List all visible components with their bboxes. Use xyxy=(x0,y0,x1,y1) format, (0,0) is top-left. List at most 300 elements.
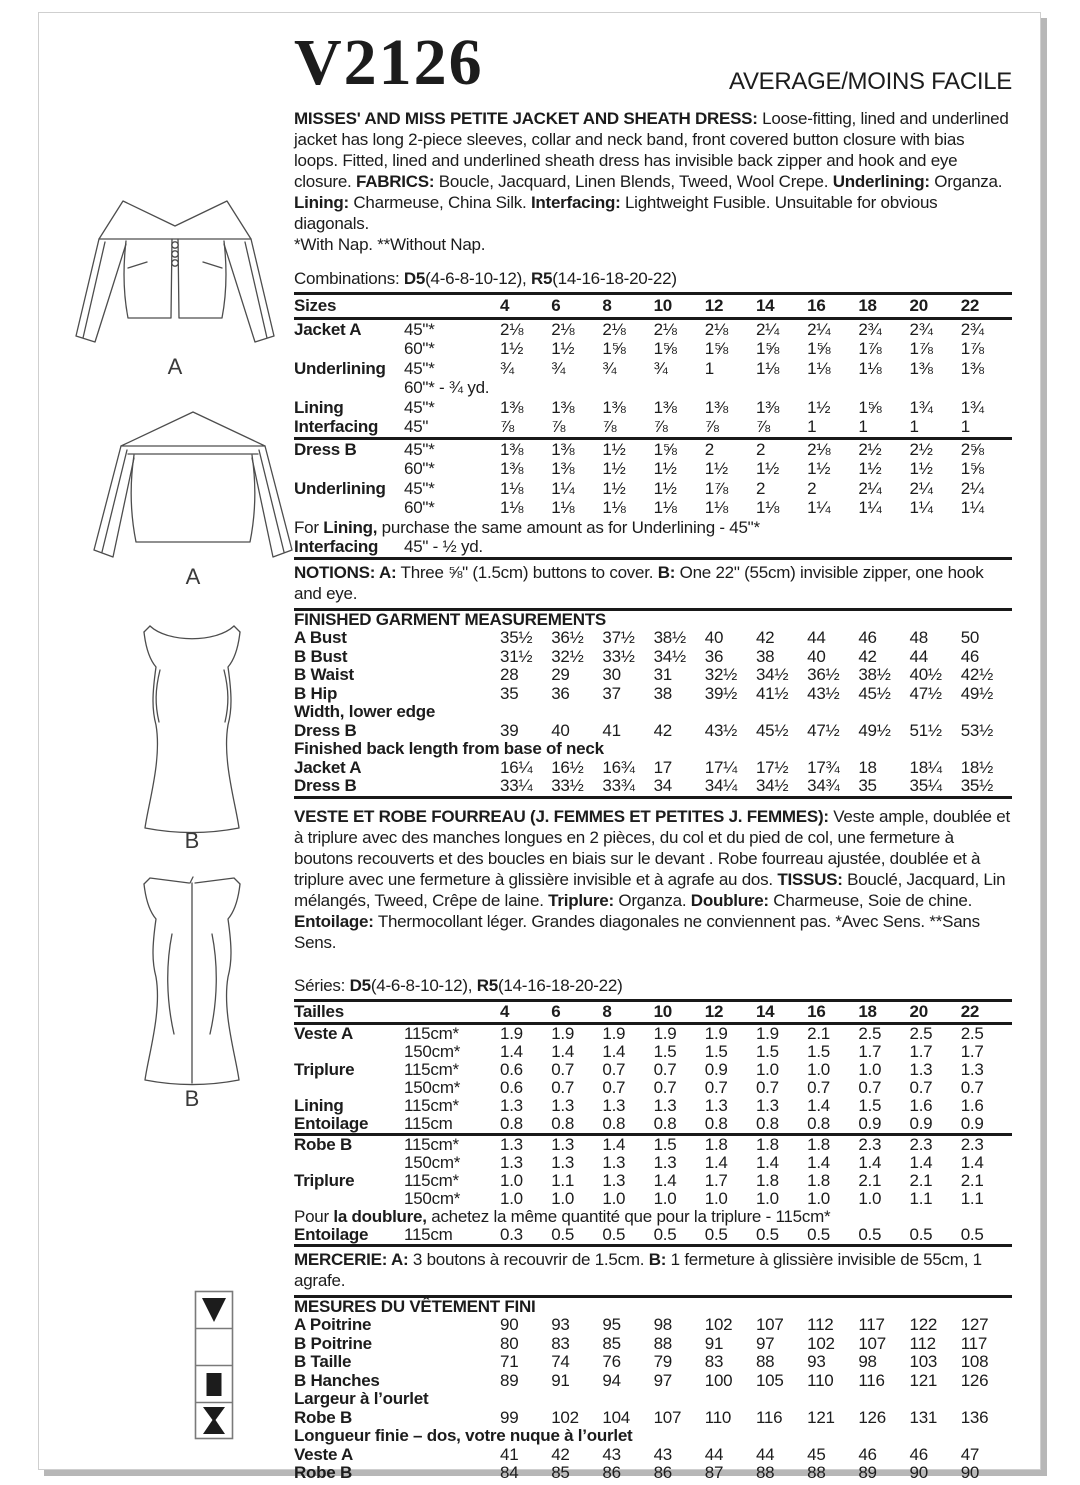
table-cell: 1.7 xyxy=(704,1170,728,1190)
table-cell: 108 xyxy=(960,1352,989,1371)
yardage-table-imperial xyxy=(294,292,1012,560)
table-cell: 1½ xyxy=(602,478,626,498)
table-cell: 1½ xyxy=(653,478,677,498)
table-cell: 2.3 xyxy=(960,1134,984,1154)
table-cell: 49½ xyxy=(960,683,994,703)
row-label: Entoilage xyxy=(294,1113,369,1133)
table-cell: 84 xyxy=(500,1463,519,1482)
table-row-data xyxy=(294,1446,1012,1465)
table-cell: 47½ xyxy=(807,720,840,740)
table-cell: 93 xyxy=(807,1352,826,1371)
table-cell: 1.7 xyxy=(909,1041,933,1061)
dress-outline xyxy=(144,632,240,833)
pattern-number: V2126 xyxy=(294,26,484,99)
table-cell: 33¾ xyxy=(602,776,635,795)
table-cell: 1⅛ xyxy=(755,498,780,517)
table-cell: 1⅜ xyxy=(500,439,524,459)
table-cell: 0.7 xyxy=(704,1077,728,1097)
row-label: Interfacing xyxy=(294,417,379,436)
row-label: Veste A xyxy=(294,1023,354,1043)
table-cell: 46 xyxy=(960,646,980,666)
table-cell: 1.4 xyxy=(807,1152,831,1172)
table-cell: 16¼ xyxy=(500,757,533,777)
table-cell: 87 xyxy=(704,1463,724,1482)
table-cell: 38 xyxy=(653,683,672,703)
row-label: Triplure xyxy=(294,1059,355,1079)
row-label xyxy=(294,1079,404,1097)
table-cell: 2⅛ xyxy=(807,439,831,459)
table-cell: 117 xyxy=(858,1315,885,1334)
jacket-sleeves xyxy=(76,239,274,342)
table-row-header xyxy=(294,292,1012,320)
table-cell: 1⅜ xyxy=(653,397,677,417)
table-cell: 1⅛ xyxy=(755,358,780,378)
table-subheading: Width, lower edge xyxy=(294,702,436,721)
dress-neckline xyxy=(144,626,240,639)
table-cell: 1 xyxy=(858,417,868,436)
table-cell: 34½ xyxy=(755,776,789,795)
table-cell: 89 xyxy=(858,1463,877,1482)
table-cell: 107 xyxy=(858,1333,886,1353)
row-label xyxy=(294,498,404,518)
table-cell: 43 xyxy=(602,1444,621,1464)
table-cell: 0.9 xyxy=(960,1113,984,1133)
table-cell: 1.1 xyxy=(909,1188,933,1208)
text-run: Bouclé, Jacquard, Lin mélangés, Tweed, Crêpe de laine. xyxy=(294,869,1006,910)
table-cell: 2¾ xyxy=(858,319,882,339)
table-cell: 0.3 xyxy=(500,1224,523,1244)
table-cell: 1½ xyxy=(551,339,575,358)
mercerie-line xyxy=(294,1247,1012,1298)
table-cell: 0.5 xyxy=(960,1224,984,1244)
table-cell: 1⅝ xyxy=(653,439,677,459)
table-cell: 17 xyxy=(653,757,672,777)
table-cell: 33½ xyxy=(602,646,635,666)
table-cell: 1⅝ xyxy=(704,339,728,358)
table-cell: 50 xyxy=(960,628,980,647)
table-cell: 18 xyxy=(858,296,877,315)
table-cell: 1.8 xyxy=(755,1134,779,1154)
table-cell: 1.3 xyxy=(960,1059,984,1079)
table-cell: 85 xyxy=(602,1333,621,1353)
row-label xyxy=(294,1043,404,1061)
table-cell: 1.4 xyxy=(653,1170,677,1190)
row-label: B Hanches xyxy=(294,1370,380,1390)
table-cell: 0.9 xyxy=(858,1113,882,1133)
text-run: Interfacing: xyxy=(530,193,621,212)
table-cell: 102 xyxy=(551,1407,579,1427)
table-cell: 1⅝ xyxy=(858,397,882,417)
table-row-data xyxy=(294,498,1012,518)
description-english xyxy=(294,108,1012,234)
fabric-width: 150cm* xyxy=(404,1188,461,1208)
table-row-data xyxy=(294,1316,1012,1335)
table-cell: 1½ xyxy=(500,339,524,358)
triangle-down-icon xyxy=(202,1298,226,1322)
dress-back-view-b-illustration xyxy=(116,864,268,1110)
table-cell: 1½ xyxy=(807,459,831,478)
table-cell: ¾ xyxy=(602,358,617,378)
text-run: (4-6-8-10-12), xyxy=(425,269,531,288)
table-cell: 0.8 xyxy=(807,1113,831,1133)
table-cell: 31 xyxy=(653,665,672,684)
text-run: achetez la même quantité que pour la triplure - 115cm* xyxy=(426,1206,831,1226)
table-cell: 2¾ xyxy=(960,319,984,339)
table-cell: 1.4 xyxy=(500,1041,523,1061)
table-cell: 35 xyxy=(858,776,877,795)
table-cell: 1½ xyxy=(807,397,831,417)
jacket-back-sleeves xyxy=(94,446,292,557)
table-cell: 34¾ xyxy=(807,776,840,795)
table-subheading: Longueur finie – dos, votre nuque à l’ourlet xyxy=(294,1426,633,1445)
difficulty-rating: AVERAGE/MOINS FACILE xyxy=(729,68,1012,95)
table-cell: 1.3 xyxy=(755,1095,779,1115)
table-cell: 85 xyxy=(551,1463,570,1482)
table-cell: 1⅛ xyxy=(653,498,677,517)
row-label: A Bust xyxy=(294,628,347,647)
table-cell: 71 xyxy=(500,1352,519,1371)
fabric-width: 45" xyxy=(404,417,429,436)
text-run: R5 xyxy=(530,269,553,288)
text-run: Lining: xyxy=(294,193,349,212)
text-run: MERCERIE: A: xyxy=(294,1249,409,1269)
table-cell: 76 xyxy=(602,1352,621,1371)
table-row-data xyxy=(294,359,1012,379)
table-cell: 36½ xyxy=(551,628,584,647)
table-cell: 1.3 xyxy=(704,1095,728,1115)
row-label: Tailles xyxy=(294,1001,344,1021)
table-cell: 49½ xyxy=(858,720,891,740)
table-cell: ⅞ xyxy=(500,417,514,436)
table-cell: 88 xyxy=(653,1333,672,1353)
table-cell: 121 xyxy=(909,1370,938,1390)
table-cell: 0.5 xyxy=(755,1224,779,1244)
table-cell: 112 xyxy=(909,1333,936,1353)
table-cell: 105 xyxy=(755,1370,784,1390)
table-cell: 14 xyxy=(755,296,775,315)
table-cell: 40½ xyxy=(909,665,942,684)
table-cell: 1¼ xyxy=(807,498,831,517)
table-cell: 1.3 xyxy=(909,1059,933,1079)
table-cell: 1.1 xyxy=(551,1170,575,1190)
text-run: (14-16-18-20-22) xyxy=(497,975,623,995)
view-label: B xyxy=(184,828,200,853)
table-cell: 1⅝ xyxy=(807,339,831,358)
table-cell: 0.5 xyxy=(858,1224,882,1244)
table-cell: 99 xyxy=(500,1407,519,1427)
table-cell: 1.4 xyxy=(960,1152,984,1172)
table-cell: 0.7 xyxy=(551,1077,575,1097)
table-cell: 35½ xyxy=(500,628,533,647)
table-row-data xyxy=(294,629,1012,648)
table-cell: 1 xyxy=(960,417,970,436)
table-cell: 31½ xyxy=(500,646,533,666)
table-note xyxy=(294,518,1012,538)
table-cell: 1 xyxy=(909,417,919,436)
text-run: TISSUS: xyxy=(777,869,843,889)
table-cell: 126 xyxy=(960,1370,989,1390)
table-row-subhead xyxy=(294,1390,1012,1409)
table-cell: 42 xyxy=(755,628,775,647)
table-row-header xyxy=(294,999,1012,1025)
table-cell: 121 xyxy=(807,1407,835,1427)
table-cell: 53½ xyxy=(960,720,994,740)
table-cell: 1 xyxy=(704,358,714,378)
table-cell: 1½ xyxy=(704,459,728,478)
table-row-data xyxy=(294,1115,1012,1133)
table-row-runs xyxy=(294,1208,1012,1226)
table-row-subhead xyxy=(294,1427,1012,1446)
jacket-back-view-a-illustration xyxy=(88,402,298,590)
table-cell: 18½ xyxy=(960,757,994,777)
table-cell: 1.0 xyxy=(551,1188,575,1208)
table-cell: 32½ xyxy=(551,646,584,666)
table-cell: 1.4 xyxy=(755,1152,779,1172)
table-cell: 1.0 xyxy=(653,1188,677,1208)
table-cell: 74 xyxy=(551,1352,570,1371)
row-label: Underlining xyxy=(294,358,386,378)
table-cell: 127 xyxy=(960,1315,989,1334)
body-type-symbols xyxy=(194,1290,234,1440)
row-label xyxy=(294,378,404,398)
table-cell: 2⅛ xyxy=(653,319,677,339)
table-cell: 91 xyxy=(551,1370,570,1390)
table-cell: 95 xyxy=(602,1315,621,1334)
table-cell: 110 xyxy=(807,1370,834,1390)
fabric-width: 115cm xyxy=(404,1224,453,1244)
table-cell: 90 xyxy=(960,1463,980,1482)
fabric-width: 60"* xyxy=(404,498,435,517)
table-row-data xyxy=(294,417,1012,437)
table-cell: 51½ xyxy=(909,720,942,740)
row-label: Robe B xyxy=(294,1407,352,1427)
table-cell: 131 xyxy=(909,1407,938,1427)
table-cell: 47½ xyxy=(909,683,942,703)
table-cell: 2¼ xyxy=(858,478,882,498)
table-cell: 1.7 xyxy=(960,1041,984,1061)
fabric-width: 150cm* xyxy=(404,1152,461,1172)
row-label: B Waist xyxy=(294,665,354,684)
row-label: Sizes xyxy=(294,296,337,315)
table-cell: 0.7 xyxy=(653,1059,677,1079)
text-run: Lightweight Fusible. Unsuitable for obvious diagonals. xyxy=(294,193,938,233)
fabric-width: 115cm* xyxy=(404,1170,459,1190)
table-cell: 32½ xyxy=(704,665,738,684)
row-label: Robe B xyxy=(294,1134,352,1154)
table-cell: 1⅛ xyxy=(602,498,626,517)
table-cell: 1⅛ xyxy=(704,498,728,517)
table-row-data xyxy=(294,1335,1012,1354)
jacket-back-collar xyxy=(121,412,265,454)
table-cell: ⅞ xyxy=(653,417,668,436)
table-row-data xyxy=(294,1353,1012,1372)
table-row-data xyxy=(294,440,1012,460)
table-row-data xyxy=(294,1061,1012,1079)
table-cell: 28 xyxy=(500,665,519,684)
table-cell: 1.4 xyxy=(807,1095,831,1115)
text-run: Doublure: xyxy=(690,890,769,910)
table-cell: 44 xyxy=(807,628,826,647)
row-label: Triplure xyxy=(294,1170,355,1190)
table-cell: 1.3 xyxy=(602,1152,626,1172)
table-cell: 1.3 xyxy=(500,1134,523,1154)
table-cell: 0.8 xyxy=(755,1113,779,1133)
text-run: Boucle, Jacquard, Linen Blends, Tweed, Wool Crepe. xyxy=(434,172,833,191)
row-label xyxy=(294,339,404,359)
table-cell: 1.4 xyxy=(551,1041,575,1061)
text-run: Loose-fitting, lined and underlined jacket has long 2-piece sleeves, collar and neck band, front covered button closure with bias loops. Fitted, lined and underlined sheath dress has invisible back zipper and hook and eye closure. xyxy=(294,109,1009,191)
table-cell: 2.1 xyxy=(960,1170,984,1190)
table-cell: 107 xyxy=(755,1315,784,1334)
table-cell: 35¼ xyxy=(909,776,942,795)
view-label: B xyxy=(184,1086,200,1111)
table-cell: 1.8 xyxy=(807,1134,831,1154)
table-cell: 88 xyxy=(755,1352,775,1371)
table-cell: 1.0 xyxy=(807,1059,831,1079)
table-cell: 90 xyxy=(909,1463,928,1482)
table-cell: 0.7 xyxy=(858,1077,882,1097)
table-cell: 1⅛ xyxy=(500,478,524,498)
table-cell: 10 xyxy=(653,296,672,315)
table-cell: 0.5 xyxy=(807,1224,831,1244)
table-cell: 1.5 xyxy=(704,1041,728,1061)
text-run: Entoilage: xyxy=(294,911,374,931)
table-cell: 0.7 xyxy=(602,1059,626,1079)
table-cell: 136 xyxy=(960,1407,989,1427)
table-cell: 2½ xyxy=(909,439,933,459)
table-cell: 14 xyxy=(755,1001,775,1021)
table-cell: 1.3 xyxy=(653,1152,677,1172)
table-cell: 2 xyxy=(807,478,817,498)
table-cell: 44 xyxy=(704,1444,724,1464)
table-cell: 1.3 xyxy=(602,1095,626,1115)
table-row-data xyxy=(294,666,1012,685)
table-cell: 36 xyxy=(551,683,570,703)
text-run: For xyxy=(294,517,324,537)
table-cell: 1.5 xyxy=(858,1095,882,1115)
table-cell: 1⅜ xyxy=(551,439,575,459)
text-run: NOTIONS: A: xyxy=(294,562,397,582)
table-cell: 1½ xyxy=(909,459,933,478)
table-cell: 45½ xyxy=(755,720,789,740)
text-run: Three ⅝" (1.5cm) buttons to cover. xyxy=(396,562,658,582)
text-run: R5 xyxy=(476,975,498,995)
table-cell: 34¼ xyxy=(704,776,738,795)
table-cell: 16¾ xyxy=(602,757,635,777)
table-cell: 1.9 xyxy=(551,1023,575,1043)
table-cell: 1.9 xyxy=(500,1023,523,1043)
fabric-width: 45"* xyxy=(404,478,435,498)
fabric-width xyxy=(404,1003,500,1021)
table-cell: 35 xyxy=(500,683,519,703)
table-cell: 1.4 xyxy=(909,1152,933,1172)
table-cell: 1¼ xyxy=(960,498,984,517)
table-cell: 80 xyxy=(500,1333,519,1353)
table-cell: 1⅞ xyxy=(960,339,984,358)
table-cell: 34½ xyxy=(755,665,789,684)
button xyxy=(172,260,178,266)
table-subheading: Largeur à l’ourlet xyxy=(294,1389,429,1408)
table-row-data xyxy=(294,1136,1012,1154)
text-run: Pour xyxy=(294,1206,334,1226)
table-cell: ⅞ xyxy=(704,417,719,436)
table-cell: 0.6 xyxy=(500,1077,523,1097)
table-cell: 2.5 xyxy=(858,1023,882,1043)
table-cell: 44 xyxy=(909,646,928,666)
table-cell: 1½ xyxy=(858,459,882,478)
table-cell: 1½ xyxy=(602,439,626,459)
table-row-data xyxy=(294,1372,1012,1391)
table-cell: 17½ xyxy=(755,757,789,777)
table-cell: 38 xyxy=(755,646,775,666)
table-cell: 40 xyxy=(551,720,570,740)
button xyxy=(172,242,178,248)
table-cell: 20 xyxy=(909,296,928,315)
table-cell: 0.7 xyxy=(755,1077,779,1097)
table-cell: 2 xyxy=(755,478,766,498)
table-cell: 0.9 xyxy=(704,1059,728,1079)
table-cell: 0.7 xyxy=(551,1059,575,1079)
table-cell: 18¼ xyxy=(909,757,942,777)
table-cell: 40 xyxy=(704,628,724,647)
text-run: MISSES' AND MISS PETITE JACKET AND SHEATH DRESS: xyxy=(294,109,758,128)
table-cell: 8 xyxy=(602,296,612,315)
table-row-data xyxy=(294,685,1012,704)
table-cell: 37½ xyxy=(602,628,635,647)
table-cell: 44 xyxy=(755,1444,775,1464)
table-cell: 45 xyxy=(807,1444,826,1464)
table-cell: 1⅝ xyxy=(755,339,780,358)
table-cell: 42 xyxy=(858,646,877,666)
table-cell: 42 xyxy=(653,720,672,740)
text-run: D5 xyxy=(403,269,426,288)
table-row-data xyxy=(294,320,1012,340)
table-row-data xyxy=(294,777,1012,796)
table-cell: 1.0 xyxy=(858,1059,882,1079)
table-cell: 122 xyxy=(909,1315,938,1334)
hourglass-icon xyxy=(203,1407,225,1434)
table-row-runs xyxy=(294,518,1012,538)
table-cell: 6 xyxy=(551,1001,561,1021)
table-cell: 41½ xyxy=(755,683,789,703)
table-cell: 1.3 xyxy=(500,1152,523,1172)
table-cell: 1.0 xyxy=(755,1059,779,1079)
table-cell: 2⅝ xyxy=(960,439,984,459)
table-cell: 1.5 xyxy=(755,1041,779,1061)
combinations-line xyxy=(294,268,1012,289)
table-cell: 41 xyxy=(602,720,621,740)
table-cell: 1⅛ xyxy=(858,358,882,378)
table-cell: 86 xyxy=(602,1463,621,1482)
row-label: Entoilage xyxy=(294,1224,369,1244)
table-note xyxy=(294,1208,1012,1226)
jacket-front-view-a-illustration xyxy=(72,192,278,378)
table-cell: 41 xyxy=(500,1444,519,1464)
table-cell: 1.0 xyxy=(500,1170,523,1190)
table-cell: 2.3 xyxy=(909,1134,933,1154)
table-cell: 0.5 xyxy=(602,1224,626,1244)
text-run: Combinations: xyxy=(294,269,404,288)
table-cell: 1⅜ xyxy=(704,397,728,417)
table-cell: 40 xyxy=(807,646,826,666)
table-cell: 88 xyxy=(755,1463,775,1482)
table-cell: ¾ xyxy=(653,358,668,378)
row-label: B Hip xyxy=(294,683,338,703)
table-cell: 1⅝ xyxy=(653,339,677,358)
table-row-data xyxy=(294,398,1012,418)
table-cell: 98 xyxy=(858,1352,877,1371)
table-cell: 2 xyxy=(704,439,714,459)
